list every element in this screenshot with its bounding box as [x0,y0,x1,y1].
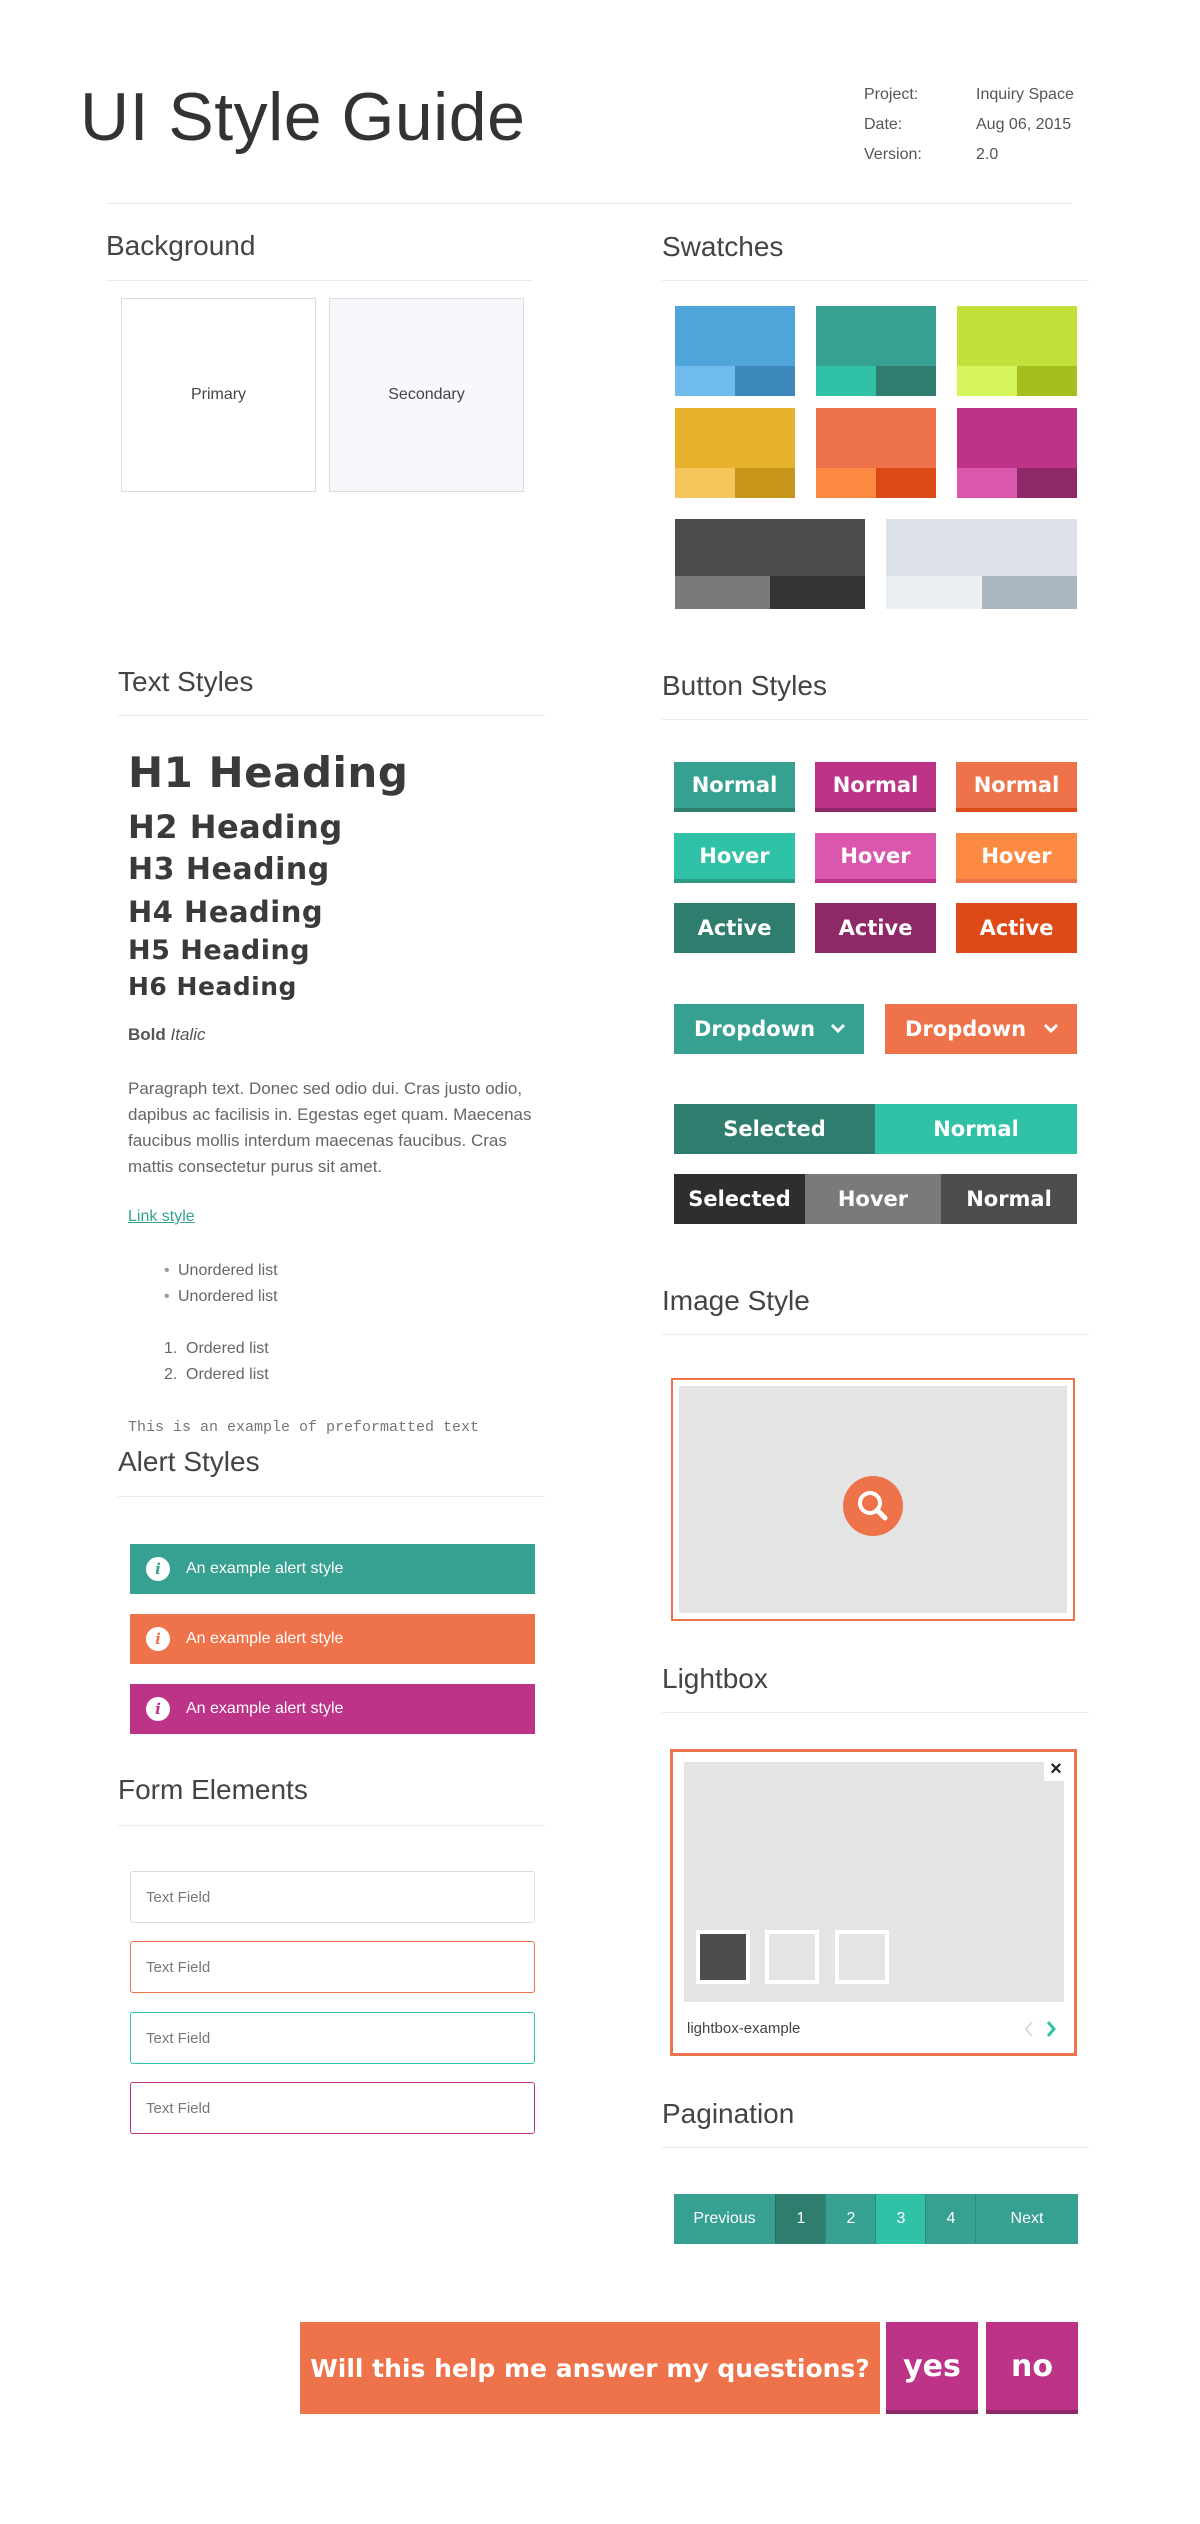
pagination-page[interactable]: 2 [825,2194,876,2244]
chevron-left-icon[interactable] [1023,2020,1035,2038]
text-field-placeholder: Text Field [146,2099,211,2117]
yes-button[interactable]: yes [886,2322,978,2414]
image-frame[interactable] [671,1378,1075,1621]
alert-styles-section-title: Alert Styles [118,1446,260,1477]
project-value: Inquiry Space [976,86,1074,103]
swatch-light-gray [886,519,1077,609]
swatch-lime [957,306,1077,396]
alert-text: An example alert style [186,1630,344,1647]
primary-label: Primary [190,386,247,403]
search-icon [843,1476,903,1536]
h4-sample: H4 Heading [128,895,324,929]
secondary-label: Secondary [388,386,465,403]
toggle-selected-button[interactable]: Selected [674,1104,875,1154]
orange-active-button[interactable]: Active [956,903,1077,953]
secondary-background-sample [329,298,524,492]
segmented-hover-button[interactable]: Hover [805,1174,941,1224]
magenta-active-button[interactable]: Active [815,903,936,953]
chevron-right-icon[interactable] [1045,2020,1057,2038]
h5-sample: H5 Heading [128,935,311,966]
background-divider [106,280,533,281]
form-elements-divider [118,1825,545,1826]
toggle-normal-button[interactable]: Normal [875,1104,1077,1154]
orange-hover-button[interactable]: Hover [956,833,1077,883]
info-icon: i [146,1627,170,1651]
bold-sample: Bold [128,1025,166,1044]
pagination-page[interactable]: 3 [875,2194,926,2244]
magenta-hover-button[interactable]: Hover [815,833,936,883]
close-icon[interactable]: × [1044,1757,1068,1781]
alert-magenta [130,1684,535,1734]
segmented-normal-button[interactable]: Normal [941,1174,1077,1224]
unordered-item-text: Unordered list [178,1288,278,1305]
page-title: UI Style Guide [80,79,526,155]
h1-sample: H1 Heading [128,748,409,797]
dropdown-label: Dropdown [694,1017,816,1041]
preformatted-sample: This is an example of preformatted text [128,1419,480,1436]
info-icon: i [146,1557,170,1581]
image-style-divider [662,1334,1089,1335]
pagination-previous[interactable]: Previous [674,2194,775,2244]
dropdown-label: Dropdown [905,1017,1027,1041]
magenta-normal-button[interactable]: Normal [815,762,936,812]
date-label: Date: [864,116,903,133]
text-field-placeholder: Text Field [146,1888,211,1906]
lightbox-frame [670,1749,1077,2056]
chevron-down-icon [830,1023,846,1035]
button-styles-section-title: Button Styles [662,670,827,701]
swatch-teal [816,306,936,396]
pagination-divider [662,2147,1089,2148]
pagination-section-title: Pagination [662,2098,795,2129]
image-style-section-title: Image Style [662,1285,810,1316]
date-value: Aug 06, 2015 [976,116,1072,133]
paragraph-sample: Paragraph text. Donec sed odio dui. Cras justo odio, dapibus ac facilisis in. Egestas eget quam. Maecenas faucibus mollis interdum maecenas faucibus. Cras mattis consectetur purus sit amet. [128,1079,532,1176]
h2-sample: H2 Heading [128,808,343,846]
text-field-magenta[interactable] [130,2082,535,2134]
header-divider [106,203,1072,204]
bold-italic-sample [128,1025,205,1045]
teal-hover-button[interactable]: Hover [674,833,795,883]
swatch-dark-gray [675,519,865,609]
lightbox-thumbnail[interactable] [765,1930,819,1984]
alert-teal [130,1544,535,1594]
lightbox-thumbnail[interactable] [835,1930,889,1984]
italic-sample: Italic [170,1025,206,1044]
segmented-selected-button[interactable]: Selected [674,1174,805,1224]
orange-normal-button[interactable]: Normal [956,762,1077,812]
ordered-item-text: Ordered list [186,1366,269,1383]
cta-question: Will this help me answer my questions? [300,2322,880,2414]
form-elements-section-title: Form Elements [118,1774,308,1805]
h3-sample: H3 Heading [128,852,330,887]
text-field-placeholder: Text Field [146,2029,211,2047]
text-field-teal[interactable] [130,2012,535,2064]
pagination-page[interactable]: 1 [775,2194,826,2244]
ordered-item-text: Ordered list [186,1340,269,1357]
swatches-divider [662,280,1089,281]
orange-dropdown-button[interactable] [885,1004,1077,1054]
swatch-blue [675,306,795,396]
alert-styles-divider [118,1496,545,1497]
lightbox-thumbnail[interactable] [696,1930,750,1984]
alert-text: An example alert style [186,1700,344,1717]
project-label: Project: [864,86,919,103]
lightbox-divider [662,1712,1089,1713]
button-styles-divider [662,719,1089,720]
alert-orange [130,1614,535,1664]
teal-active-button[interactable]: Active [674,903,795,953]
version-value: 2.0 [976,146,999,163]
lightbox-section-title: Lightbox [662,1663,768,1694]
swatches-section-title: Swatches [662,231,784,262]
teal-dropdown-button[interactable] [674,1004,864,1054]
text-field-placeholder: Text Field [146,1958,211,1976]
alert-text: An example alert style [186,1560,344,1577]
swatch-orange [816,408,936,498]
text-field-orange[interactable] [130,1941,535,1993]
pagination-next[interactable]: Next [975,2194,1078,2244]
unordered-item-text: Unordered list [178,1262,278,1279]
text-field-default[interactable] [130,1871,535,1923]
chevron-down-icon [1043,1023,1059,1035]
background-section-title: Background [106,230,256,261]
version-label: Version: [864,146,922,163]
swatch-yellow [675,408,795,498]
swatch-magenta [957,408,1077,498]
primary-background-sample [121,298,316,492]
h6-sample: H6 Heading [128,972,297,1001]
zoom-button[interactable] [843,1476,903,1536]
info-icon: i [146,1697,170,1721]
no-button[interactable]: no [986,2322,1078,2414]
text-styles-section-title: Text Styles [118,666,254,697]
text-styles-divider [118,715,545,716]
teal-normal-button[interactable]: Normal [674,762,795,812]
lightbox-caption: lightbox-example [687,2020,801,2037]
link-style-sample[interactable]: Link style [128,1208,195,1225]
pagination-page[interactable]: 4 [925,2194,976,2244]
